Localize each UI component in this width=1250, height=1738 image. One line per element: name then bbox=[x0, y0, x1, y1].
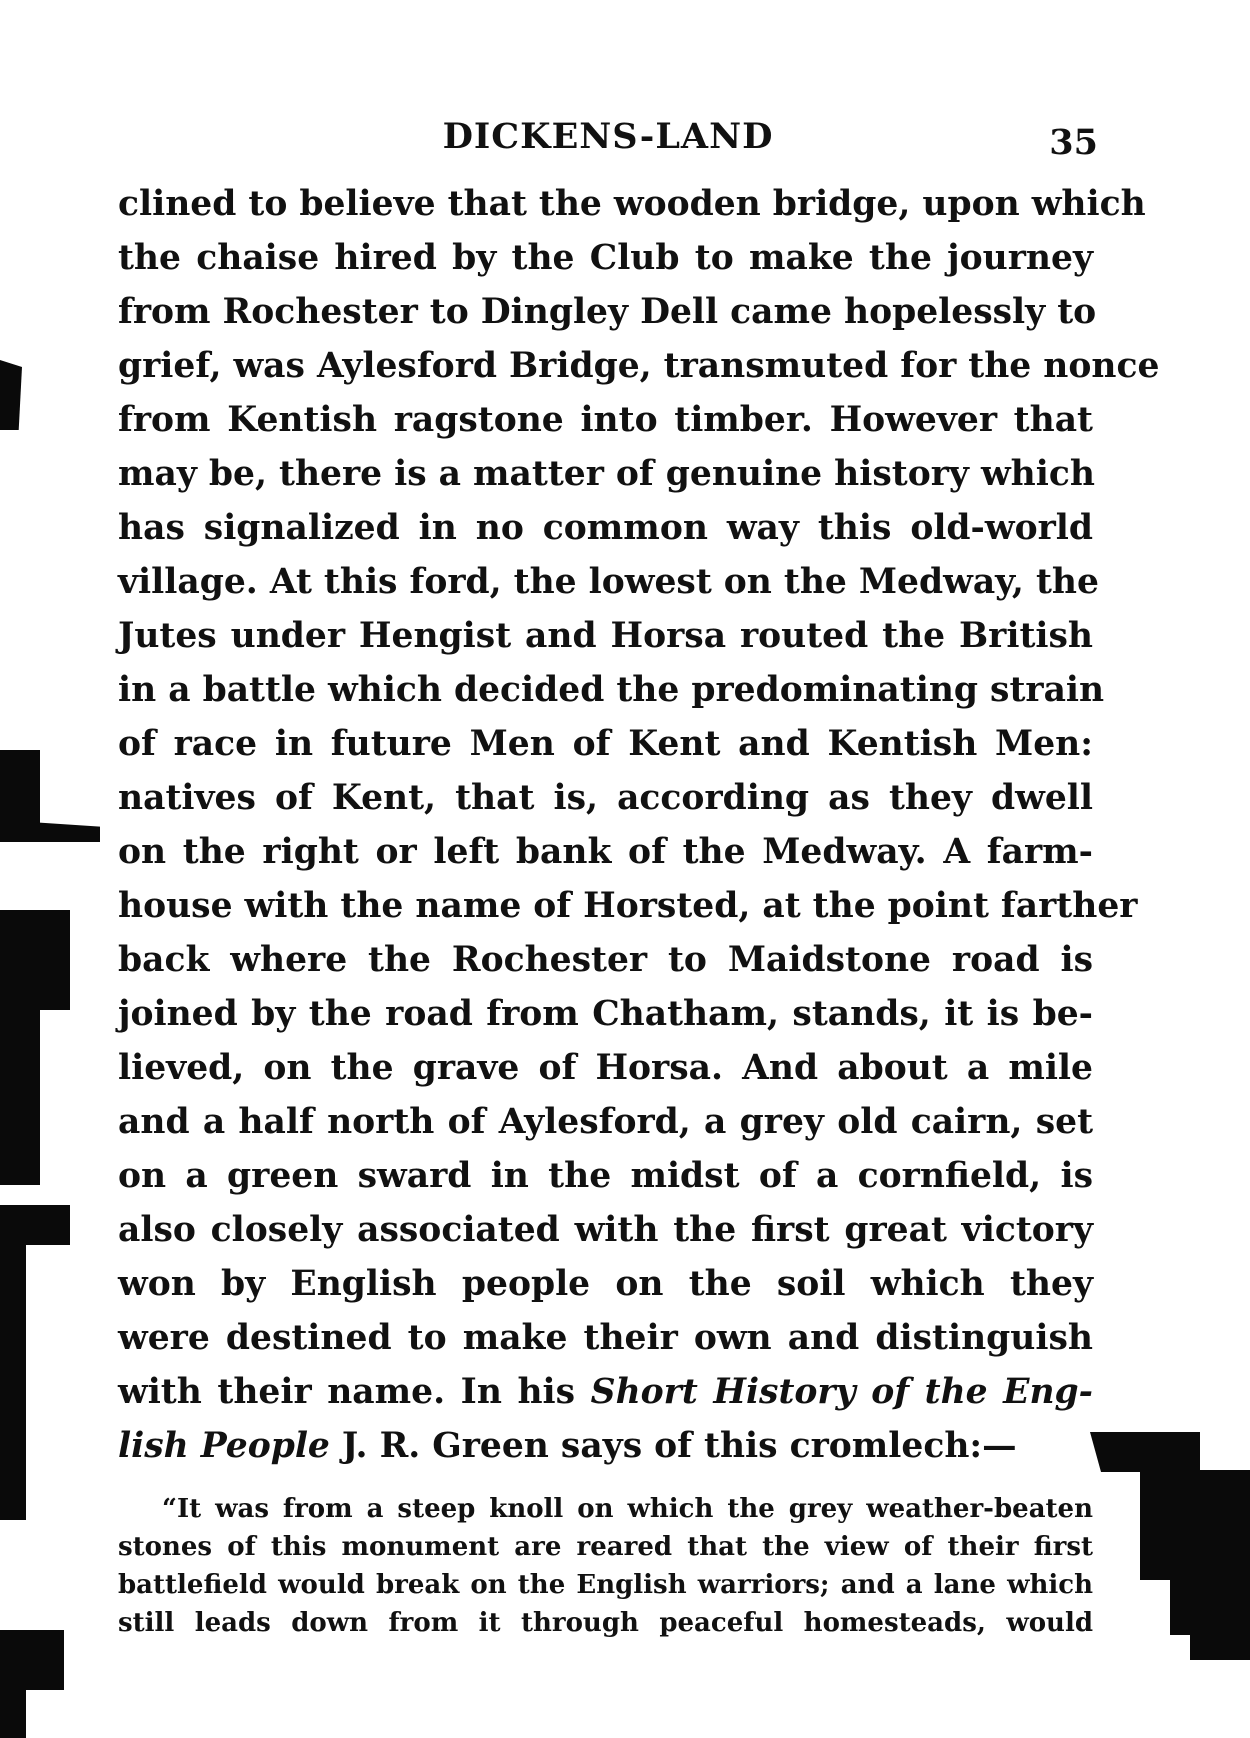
text-line: village. At this ford, the lowest on the Medway, the bbox=[118, 562, 1099, 602]
quote-line: still leads down from it through peaceful homesteads, would bbox=[118, 1608, 1093, 1638]
text-line: in a battle which decided the predominating strain bbox=[118, 670, 1105, 710]
scan-artifact bbox=[0, 360, 22, 430]
book-title-italic: Short History of the Eng- bbox=[590, 1372, 1093, 1412]
text-line: Jutes under Hengist and Horsa routed the British bbox=[118, 616, 1093, 656]
scan-artifact bbox=[0, 910, 70, 1010]
quote-line: “It was from a steep knoll on which the grey weather-beaten bbox=[162, 1494, 1093, 1524]
text-line: grief, was Aylesford Bridge, transmuted for the nonce bbox=[118, 346, 1160, 386]
quote-line: battlefield would break on the English warriors; and a lane which bbox=[118, 1570, 1093, 1600]
text-line: clined to believe that the wooden bridge, upon which bbox=[118, 184, 1146, 224]
scan-artifact bbox=[0, 1680, 26, 1738]
scan-artifact bbox=[0, 1005, 40, 1185]
text-line-roman: with their name. In his bbox=[118, 1372, 591, 1412]
scan-artifact bbox=[0, 750, 40, 830]
text-line: has signalized in no common way this old-world bbox=[118, 508, 1093, 548]
text-line-roman: J. R. Green says of this cromlech:— bbox=[329, 1426, 1017, 1466]
scan-artifact bbox=[1140, 1470, 1250, 1580]
text-line: of race in future Men of Kent and Kentish Men: bbox=[118, 724, 1093, 764]
text-line: may be, there is a matter of genuine history which bbox=[118, 454, 1095, 494]
quote-line: stones of this monument are reared that the view of their first bbox=[118, 1532, 1093, 1562]
text-line: from Kentish ragstone into timber. However that bbox=[118, 400, 1093, 440]
text-line bbox=[118, 1419, 1093, 1473]
running-head bbox=[118, 112, 1098, 162]
text-line: also closely associated with the first great victory bbox=[118, 1210, 1093, 1250]
block-quote bbox=[118, 1490, 1093, 1642]
text-line: joined by the road from Chatham, stands, it is be- bbox=[118, 994, 1093, 1034]
scan-artifact bbox=[1090, 1432, 1200, 1472]
text-line: house with the name of Horsted, at the point farther bbox=[118, 886, 1138, 926]
text-line: from Rochester to Dingley Dell came hopelessly to bbox=[118, 292, 1097, 332]
scan-artifact bbox=[1170, 1580, 1250, 1635]
text-line: back where the Rochester to Maidstone road is bbox=[118, 940, 1093, 980]
scan-artifact bbox=[0, 820, 100, 842]
body-paragraph bbox=[118, 177, 1160, 1473]
text-line: were destined to make their own and distinguish bbox=[118, 1318, 1093, 1358]
text-line: lieved, on the grave of Horsa. And about a mile bbox=[118, 1048, 1093, 1088]
running-head-title: DICKENS-LAND bbox=[442, 116, 774, 157]
text-line: and a half north of Aylesford, a grey old cairn, set bbox=[118, 1102, 1093, 1142]
text-line: on the right or left bank of the Medway. A farm- bbox=[118, 832, 1093, 872]
text-line: natives of Kent, that is, according as they dwell bbox=[118, 778, 1093, 818]
page-number: 35 bbox=[1049, 122, 1098, 163]
scan-artifact bbox=[0, 1205, 70, 1245]
scan-artifact bbox=[0, 1240, 26, 1520]
scan-artifact bbox=[1190, 1630, 1250, 1660]
text-line: the chaise hired by the Club to make the journey bbox=[118, 238, 1093, 278]
text-line: on a green sward in the midst of a cornfield, is bbox=[118, 1156, 1093, 1196]
text-line: won by English people on the soil which they bbox=[118, 1264, 1093, 1304]
book-title-italic: lish People bbox=[118, 1426, 330, 1466]
text-line bbox=[118, 1365, 1093, 1419]
